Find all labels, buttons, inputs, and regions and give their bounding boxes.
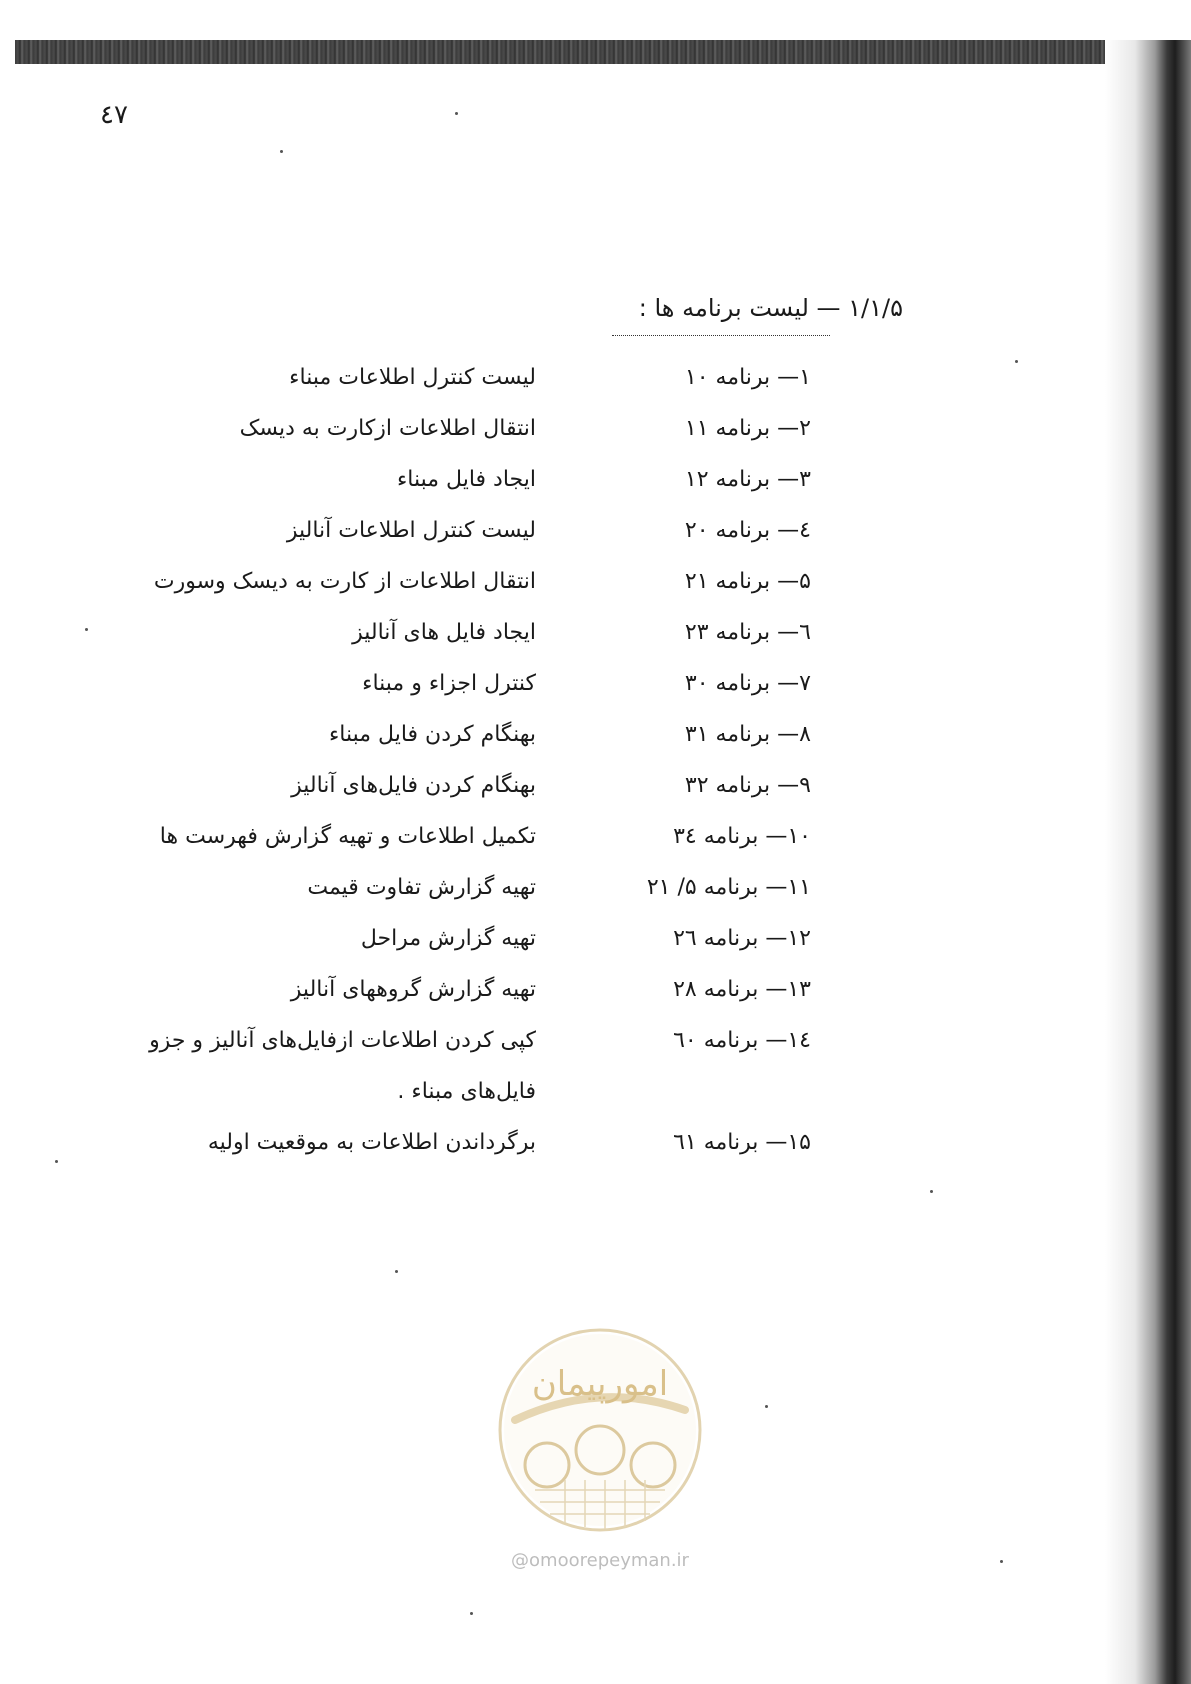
scan-speck [765, 1405, 768, 1408]
watermark-url: @omoorepeyman.ir [511, 1550, 689, 1571]
program-description: بهنگام کردن فایل‌های آنالیز [291, 773, 536, 798]
scan-speck [395, 1270, 398, 1273]
program-description: ایجاد فایل های آنالیز [352, 620, 536, 645]
program-description: لیست کنترل اطلاعات مبناء [289, 365, 536, 390]
program-description: تهیه گزارش گروههای آنالیز [290, 977, 536, 1002]
program-description: تکمیل اطلاعات و تهیه گزارش فهرست ها [159, 824, 536, 849]
scan-speck [470, 1612, 473, 1615]
program-description: برگرداندن اطلاعات به موقعیت اولیه [207, 1130, 536, 1155]
program-description: کپی کردن اطلاعات ازفایل‌های آنالیز و جزو [149, 1028, 536, 1053]
program-label: ۱۱— برنامه ۵/ ۲۱ [646, 875, 811, 900]
program-label: ۵— برنامه ۲۱ [684, 569, 811, 594]
program-label: ۳— برنامه ۱۲ [684, 467, 811, 492]
watermark-seal-icon [495, 1325, 705, 1535]
program-label: ٦— برنامه ۲۳ [684, 620, 811, 645]
page-number: ٤٧ [100, 100, 128, 130]
watermark-logo-text: امورپیمان [531, 1364, 669, 1404]
program-label: ۷— برنامه ۳۰ [684, 671, 811, 696]
program-label: ۹— برنامه ۳۲ [684, 773, 811, 798]
program-description: انتقال اطلاعات ازکارت به دیسک [239, 416, 536, 441]
program-label: ۱— برنامه ۱۰ [684, 365, 811, 390]
program-description: تهیه گزارش تفاوت قیمت [307, 875, 536, 900]
program-label: ۱٤— برنامه ٦۰ [673, 1028, 811, 1053]
program-label: ۱۰— برنامه ۳٤ [673, 824, 811, 849]
scan-speck [455, 112, 458, 115]
program-label: ۱۲— برنامه ۲٦ [673, 926, 811, 951]
scan-speck [280, 150, 283, 153]
program-label: ۱۳— برنامه ۲۸ [673, 977, 811, 1002]
scan-speck [930, 1190, 933, 1193]
program-description: انتقال اطلاعات از کارت به دیسک وسورت [153, 569, 536, 594]
program-description: لیست کنترل اطلاعات آنالیز [286, 518, 536, 543]
scan-speck [55, 1160, 58, 1163]
program-description: فایل‌های مبناء . [397, 1079, 536, 1104]
program-label: ۱۵— برنامه ٦۱ [673, 1130, 811, 1155]
program-description: ایجاد فایل مبناء [396, 467, 536, 492]
scan-edge-top [15, 40, 1105, 64]
program-label: ٤— برنامه ۲۰ [684, 518, 811, 543]
scan-speck [85, 628, 88, 631]
program-description: بهنگام کردن فایل مبناء [328, 722, 536, 747]
scan-speck [1000, 1560, 1003, 1563]
heading-underline [612, 335, 830, 336]
program-label: ۲— برنامه ۱۱ [684, 416, 811, 441]
program-description: کنترل اجزاء و مبناء [362, 671, 536, 696]
scan-edge-right [1105, 40, 1191, 1684]
section-heading: ۱/۱/۵ — لیست برنامه ها : [638, 294, 903, 322]
scan-speck [1015, 360, 1018, 363]
program-label: ۸— برنامه ۳۱ [684, 722, 811, 747]
program-description: تهیه گزارش مراحل [360, 926, 536, 951]
